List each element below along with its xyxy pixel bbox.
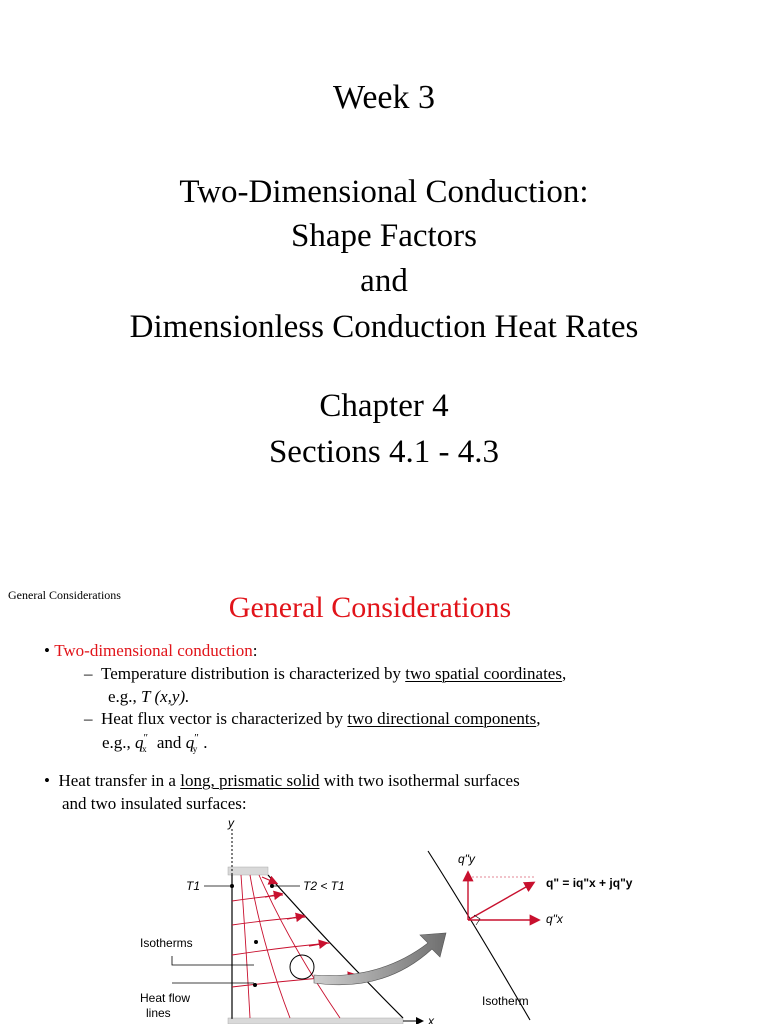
bullet-2-line-2: and two insulated surfaces: bbox=[62, 794, 247, 813]
chapter-label: Chapter 4 bbox=[319, 388, 449, 424]
bullet-1-sub-1 bbox=[84, 663, 566, 685]
flux-vectors bbox=[468, 873, 538, 920]
qx-label: q"x bbox=[546, 912, 563, 926]
conduction-diagram bbox=[0, 815, 768, 1024]
bullet-1-sub-2-example bbox=[102, 732, 208, 756]
insulated-bottom bbox=[228, 1018, 403, 1024]
eg-label: e.g., bbox=[102, 733, 136, 752]
bullet-2-underlined: long, prismatic solid bbox=[180, 771, 320, 790]
y-axis-label: y bbox=[228, 816, 234, 830]
title-line-3: and bbox=[360, 263, 408, 299]
T1-dot bbox=[230, 884, 234, 888]
title-line-2: Shape Factors bbox=[290, 218, 478, 254]
heat-flow-label-2: lines bbox=[146, 1006, 171, 1020]
sections-label: Sections 4.1 - 4.3 bbox=[268, 434, 500, 470]
qx-sub: x bbox=[142, 744, 147, 754]
bullet-dot: • bbox=[44, 771, 59, 790]
bullet-1-sub-1-example bbox=[108, 686, 189, 708]
insulated-top bbox=[228, 867, 268, 875]
section-heading: General Considerations bbox=[228, 591, 512, 624]
qy-label: q"y bbox=[458, 852, 475, 866]
flow-dot bbox=[253, 983, 257, 987]
right-isothermal-surface bbox=[268, 875, 403, 1018]
heat-flow-label-1: Heat flow bbox=[140, 991, 191, 1005]
bullet-2 bbox=[44, 770, 520, 792]
isotherms-label: Isotherms bbox=[140, 936, 193, 950]
period: . bbox=[203, 733, 208, 752]
sub2-post: , bbox=[536, 709, 541, 728]
x-axis-label: x bbox=[428, 1014, 434, 1024]
sub2-underlined: two directional components bbox=[347, 709, 537, 728]
sub1-underlined: two spatial coordinates bbox=[405, 664, 562, 683]
T2-dot bbox=[270, 884, 274, 888]
bullet-2-pre: Heat transfer in a bbox=[58, 771, 181, 790]
slide-corner-label: General Considerations bbox=[8, 588, 121, 602]
q-equation: q" = iq"x + jq"y bbox=[546, 876, 633, 890]
heat-flow-lines bbox=[232, 895, 362, 987]
sub2-text: Heat flux vector is characterized by bbox=[101, 709, 348, 728]
isotherm-label: Isotherm bbox=[482, 994, 529, 1008]
isotherms-leader bbox=[172, 956, 254, 965]
bullet-1 bbox=[44, 640, 257, 662]
dash: – bbox=[84, 709, 101, 728]
isotherm-dot bbox=[254, 940, 258, 944]
isotherm-lines bbox=[241, 875, 340, 1018]
qy-sub: y bbox=[192, 744, 198, 754]
dash: – bbox=[84, 664, 101, 683]
bullet-dot: • bbox=[44, 641, 55, 660]
sub1-post: , bbox=[561, 664, 567, 683]
bullet-1-colon: : bbox=[252, 641, 258, 660]
magnify-arrow bbox=[314, 933, 446, 985]
temp-symbol: T bbox=[141, 687, 151, 706]
and-label: and bbox=[152, 733, 186, 752]
bullet-2-post: with two isothermal surfaces bbox=[319, 771, 520, 790]
qx-prime: ″ bbox=[143, 732, 149, 744]
qy-prime: ″ bbox=[194, 732, 199, 744]
week-title: Week 3 bbox=[332, 79, 436, 116]
T1-label: T1 bbox=[186, 879, 201, 893]
bullet-1-sub-2 bbox=[84, 708, 540, 730]
qy-symbol: q bbox=[185, 733, 195, 752]
title-line-1: Two-Dimensional Conduction: bbox=[179, 174, 589, 210]
title-line-4: Dimensionless Conduction Heat Rates bbox=[129, 309, 639, 345]
eg-label: e.g., bbox=[108, 687, 142, 706]
T2-label: T2 < T1 bbox=[303, 879, 345, 893]
qx-symbol: q bbox=[135, 733, 144, 752]
bullet-1-lead: Two-dimensional conduction bbox=[54, 641, 253, 660]
temp-args: (x,y). bbox=[150, 687, 190, 706]
sub1-text: Temperature distribution is characterized by bbox=[101, 664, 406, 683]
